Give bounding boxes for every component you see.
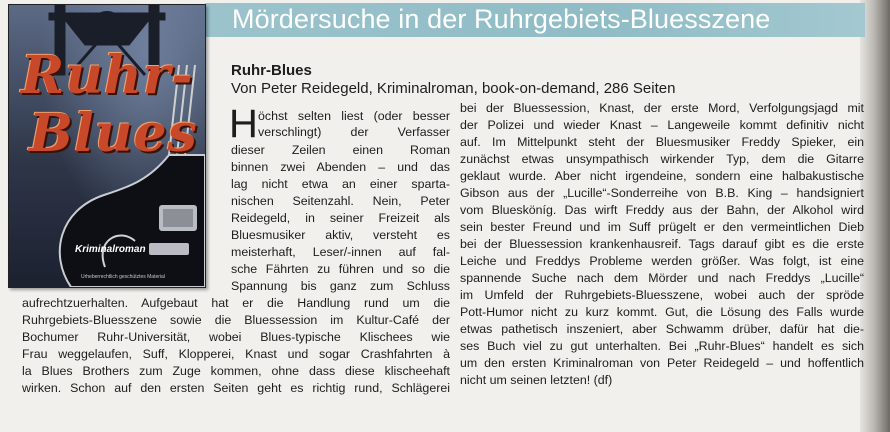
text-line: verschlingt) der Verfasser — [258, 125, 450, 139]
text-line: Pott-Humor nicht zu kurz kommt. Gut, die Lösung des Falls wurde — [460, 305, 864, 319]
text-line: spannende Suche nach dem Mörder und nach Freddys „Lucille“ — [460, 271, 864, 285]
book-title: Ruhr-Blues — [231, 62, 312, 79]
text-line: bei der Bluessession, Knast, der erste Mord, Verfolgungsjagd mit — [460, 101, 864, 115]
text-line: lag nicht etwa an einer sparta- — [231, 177, 450, 191]
text-line: binnen zwei Abenden – und das — [231, 160, 450, 174]
text-line: vom Bluesköníg. Das wirft Freddy aus der Bahn, der Alkohol wird — [460, 203, 864, 217]
text-line: zunächst etwas unsympathisch wirkender Typ, dem die Gitarre — [460, 152, 864, 166]
text-line: ses Buch viel zu gut unterhalten. Bei „Ruhr-Blues“ handelt es sich — [460, 339, 864, 353]
text-line: geklaut wurde. Aber nicht irgendeine, sondern eine halbakustische — [460, 169, 864, 183]
text-line: sche Fährten zu führen und so die — [231, 262, 450, 276]
text-line: Bochumer Ruhr-Universität, wobei Blues-typische Klischees wie — [22, 330, 450, 344]
cover-title-line2: Blues — [29, 103, 198, 164]
drop-cap: H — [229, 102, 258, 146]
book-info: Von Peter Reidegeld, Kriminalroman, book-on-demand, 286 Seiten — [231, 80, 676, 97]
text-line: Leiche und Freddys Probleme werden größer. Was folgt, ist eine — [460, 254, 864, 268]
text-line: dieser Zeilen einen Roman — [231, 143, 450, 157]
text-line: nischen Seitenzahl. Nein, Peter — [231, 194, 450, 208]
page-gutter-shadow — [860, 0, 890, 432]
text-line: Spannung bis ganz zum Schluss — [231, 279, 450, 293]
text-line: nicht um seinen letzten! (df) — [460, 373, 613, 387]
cover-title-line1: Ruhr- — [21, 45, 194, 106]
text-line: bei der Bluessession krankenhausreif. Tags darauf gibt es die erste — [460, 237, 864, 251]
text-line: la Blues Brothers zum Zuge kommen, ohne dass diese klischeehaft — [22, 364, 450, 378]
text-line: Frau weggelaufen, Suff, Klopperei, Knast und sogar Crashfahrten à — [22, 347, 450, 361]
text-line: im Umfeld der Ruhrgebiets-Bluesszene, wobei auch der spröde — [460, 288, 864, 302]
text-line: Reidegeld, in seiner Freizeit als — [231, 211, 450, 225]
text-line: um den ersten Kriminalroman von Peter Reidegeld – und hoffentlich — [460, 356, 864, 370]
text-line: meisterhaft, Leser/-innen auf fal- — [231, 245, 450, 259]
text-line: öchst selten liest (oder besser — [258, 109, 450, 123]
text-line: auf. Im Mittelpunkt steht der Bluesmusiker Freddy Spieker, ein — [460, 135, 864, 149]
article-heading: Mördersuche in der Ruhrgebiets-Bluesszene — [232, 4, 771, 34]
text-line: sein bester Freund und im Suff prügelt er den vermeintlichen Dieb — [460, 220, 864, 234]
text-line: Gibson aus der „Lucille“-Sonderreihe von B.B. King – handsigniert — [460, 186, 864, 200]
cover-subtitle: Kriminalroman — [75, 244, 146, 255]
text-line: aufrechtzuerhalten. Aufgebaut hat er die Handlung rund um die — [22, 296, 450, 310]
book-cover-image — [8, 4, 206, 288]
text-line: Bluesmusiker aktiv, versteht es — [231, 228, 450, 242]
text-line: wirken. Schon auf den ersten Seiten geht es richtig rund, Schlägerei — [22, 381, 450, 395]
text-line: Ruhrgebiets-Bluesszene sowie die Bluessession im Kultur-Café der — [22, 313, 450, 327]
cover-small-print: Urheberrechtlich geschütztes Material — [81, 274, 165, 280]
text-line: etwas pathetisch inszeniert, aber Schwamm drüber, dafür hat die- — [460, 322, 864, 336]
text-line: der Polizei und wieder Knast – Langeweile kommt definitiv nicht — [460, 118, 864, 132]
